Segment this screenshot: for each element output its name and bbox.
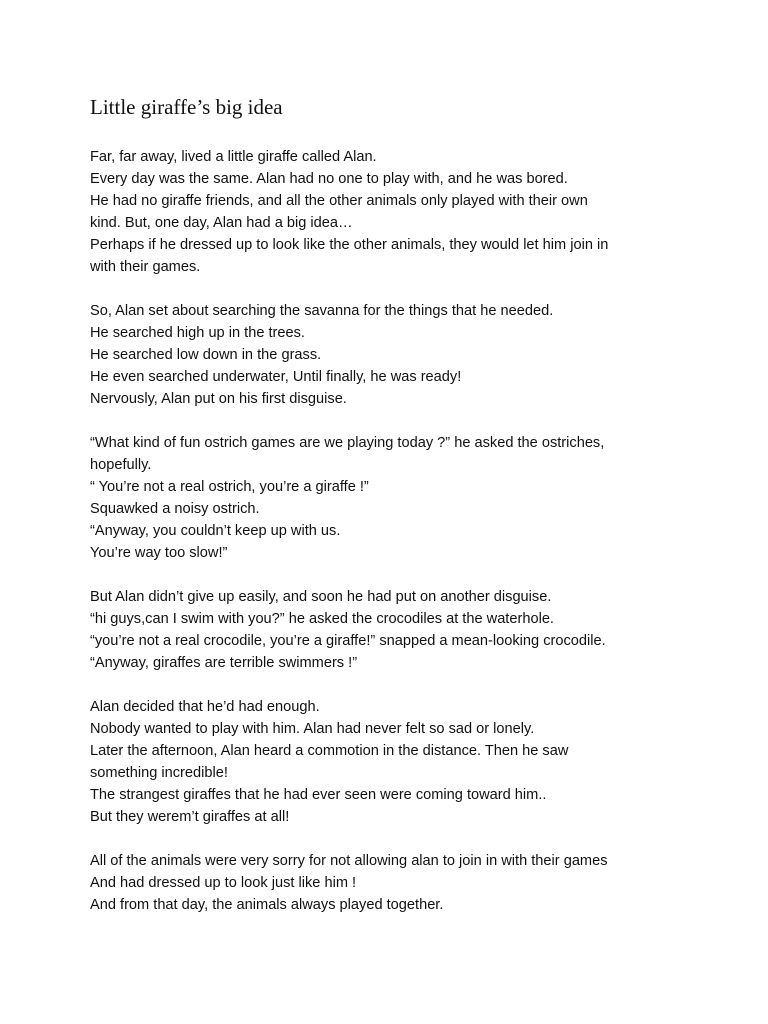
- paragraph-ending: [90, 850, 730, 916]
- text-line: something incredible!: [90, 765, 228, 781]
- text-line: All of the animals were very sorry for not allowing alan to join in with their games: [90, 853, 608, 869]
- text-line: He had no giraffe friends, and all the other animals only played with their own: [90, 193, 588, 209]
- text-line: But Alan didn’t give up easily, and soon he had put on another disguise.: [90, 589, 552, 605]
- text-line: Nobody wanted to play with him. Alan had never felt so sad or lonely.: [90, 721, 535, 737]
- text-line: Far, far away, lived a little giraffe called Alan.: [90, 149, 377, 165]
- text-line: Nervously, Alan put on his first disguise.: [90, 391, 347, 407]
- text-line: with their games.: [90, 259, 201, 275]
- text-line: And had dressed up to look just like him !: [90, 875, 357, 891]
- text-line: He searched low down in the grass.: [90, 347, 322, 363]
- paragraph-ostriches: [90, 432, 730, 564]
- text-line: He searched high up in the trees.: [90, 325, 305, 341]
- text-line: “Anyway, giraffes are terrible swimmers !”: [90, 655, 358, 671]
- text-line: “ You’re not a real ostrich, you’re a giraffe !”: [90, 479, 369, 495]
- text-line: Later the afternoon, Alan heard a commotion in the distance. Then he saw: [90, 743, 569, 759]
- text-line: kind. But, one day, Alan had a big idea…: [90, 215, 353, 231]
- text-line: And from that day, the animals always played together.: [90, 897, 444, 913]
- text-line: “Anyway, you couldn’t keep up with us.: [90, 523, 341, 539]
- text-line: “hi guys,can I swim with you?” he asked the crocodiles at the waterhole.: [90, 611, 554, 627]
- text-line: Squawked a noisy ostrich.: [90, 501, 260, 517]
- paragraph-crocodiles: [90, 586, 730, 674]
- story-body: [90, 146, 730, 938]
- story-title: Little giraffe’s big idea: [90, 95, 283, 119]
- paragraph-lonely: [90, 696, 730, 828]
- text-line: “you’re not a real crocodile, you’re a giraffe!” snapped a mean-looking crocodile.: [90, 633, 606, 649]
- text-line: “What kind of fun ostrich games are we playing today ?” he asked the ostriches,: [90, 435, 605, 451]
- paragraph-intro: [90, 146, 730, 278]
- text-line: Every day was the same. Alan had no one to play with, and he was bored.: [90, 171, 568, 187]
- paragraph-search: [90, 300, 730, 410]
- text-line: So, Alan set about searching the savanna for the things that he needed.: [90, 303, 554, 319]
- text-line: The strangest giraffes that he had ever seen were coming toward him..: [90, 787, 547, 803]
- text-line: Perhaps if he dressed up to look like the other animals, they would let him join in: [90, 237, 609, 253]
- text-line: But they werem’t giraffes at all!: [90, 809, 290, 825]
- text-line: hopefully.: [90, 457, 152, 473]
- text-line: You’re way too slow!”: [90, 545, 228, 561]
- text-line: He even searched underwater, Until finally, he was ready!: [90, 369, 462, 385]
- text-line: Alan decided that he’d had enough.: [90, 699, 320, 715]
